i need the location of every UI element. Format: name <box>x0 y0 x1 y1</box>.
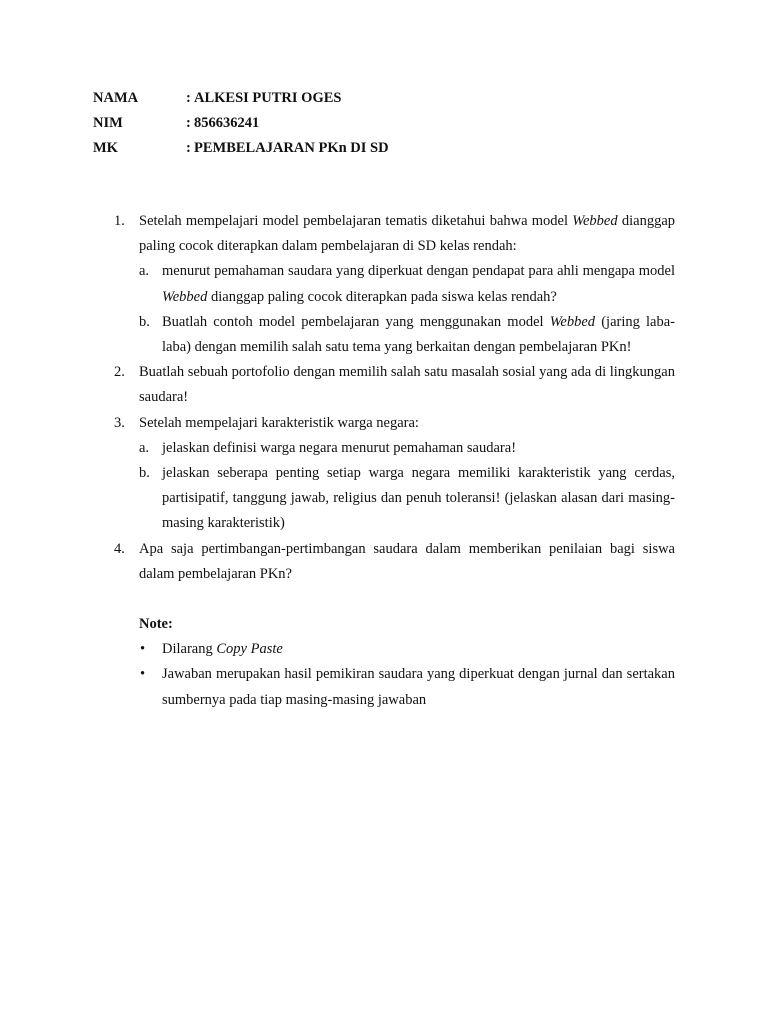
question-3-sub-b <box>139 461 675 537</box>
header-label: NAMA <box>93 90 139 106</box>
sub-question-text: jelaskan definisi warga negara menurut pemahaman saudara! <box>162 439 517 456</box>
question-text-italic: Webbed <box>572 213 618 229</box>
question-1 <box>114 209 675 360</box>
sub-question-letter: a. <box>139 439 150 456</box>
note-item-text <box>162 637 675 662</box>
bullet-icon: • <box>140 641 146 658</box>
header-separator: : <box>186 90 191 106</box>
header-row-name <box>93 86 593 111</box>
sub-question-text: jelaskan seberapa penting setiap warga negara memiliki karakteristik yang cerdas, partisipatif, tanggung jawab, religius dan penuh toleransi! (jelaskan alasan dari masing-masing karakteristik) <box>162 465 675 532</box>
sub-question-text-part: dianggap paling cocok diterapkan pada siswa kelas rendah? <box>207 288 557 305</box>
sub-question-text <box>162 310 675 360</box>
question-text-part: dianggap paling cocok diterapkan dalam pembelajaran di SD kelas rendah: <box>139 213 676 255</box>
header-label: NIM <box>93 115 123 131</box>
header-row-course <box>93 136 593 161</box>
note-section <box>114 612 675 713</box>
question-3 <box>114 411 675 537</box>
sub-question-text-part: Buatlah contoh model pembelajaran yang menggunakan model <box>162 313 550 330</box>
sub-question-text-italic: Webbed <box>549 313 596 330</box>
question-text: Setelah mempelajari karakteristik warga negara: <box>139 414 419 431</box>
header-row-nim <box>93 111 593 136</box>
question-number: 2. <box>114 364 125 381</box>
header-value-name: ALKESI PUTRI OGES <box>194 90 342 106</box>
sub-question-text <box>162 259 675 309</box>
header-label: MK <box>93 140 118 156</box>
student-info-header <box>93 86 593 161</box>
bullet-icon: • <box>140 666 146 683</box>
question-1-sub-a <box>139 259 675 309</box>
sub-question-letter: b. <box>139 465 150 482</box>
sub-question-text-part: menurut pemahaman saudara yang diperkuat dengan pendapat para ahli mengapa model <box>162 263 675 280</box>
question-2 <box>114 360 675 410</box>
question-text-part: Setelah mempelajari model pembelajaran tematis diketahui bahwa model <box>139 213 573 229</box>
header-separator: : <box>186 140 191 156</box>
note-item-2 <box>139 662 675 712</box>
note-item-text: Jawaban merupakan hasil pemikiran saudara yang diperkuat dengan jurnal dan sertakan sumbernya pada tiap masing-masing jawaban <box>162 666 675 708</box>
sub-question-letter: a. <box>139 263 150 280</box>
header-value-nim: 856636241 <box>194 115 260 131</box>
note-item-text-italic: Copy Paste <box>216 641 283 658</box>
sub-question-letter: b. <box>139 313 150 330</box>
question-4 <box>114 537 675 587</box>
header-separator: : <box>186 115 191 131</box>
header-value-course: PEMBELAJARAN PKn DI SD <box>194 140 389 156</box>
question-number: 1. <box>114 213 125 229</box>
question-text: Apa saja pertimbangan-pertimbangan saudara dalam memberikan penilaian bagi siswa dalam pembelajaran PKn? <box>139 540 675 582</box>
note-title: Note: <box>139 616 173 633</box>
question-text: Buatlah sebuah portofolio dengan memilih salah satu masalah sosial yang ada di lingkungan saudara! <box>139 364 675 406</box>
note-item-1 <box>139 637 675 662</box>
question-list <box>114 209 675 713</box>
question-number: 4. <box>114 540 125 557</box>
sub-question-text-part: (jaring laba-laba) dengan memilih salah satu tema yang berkaitan dengan pembelajaran PKn! <box>162 313 675 356</box>
sub-question-text-italic: Webbed <box>162 288 208 305</box>
question-text <box>139 209 675 259</box>
question-number: 3. <box>114 414 125 431</box>
note-item-text-part: Dilarang <box>162 641 217 658</box>
question-3-sub-a <box>139 436 675 461</box>
question-1-sub-b <box>139 310 675 360</box>
